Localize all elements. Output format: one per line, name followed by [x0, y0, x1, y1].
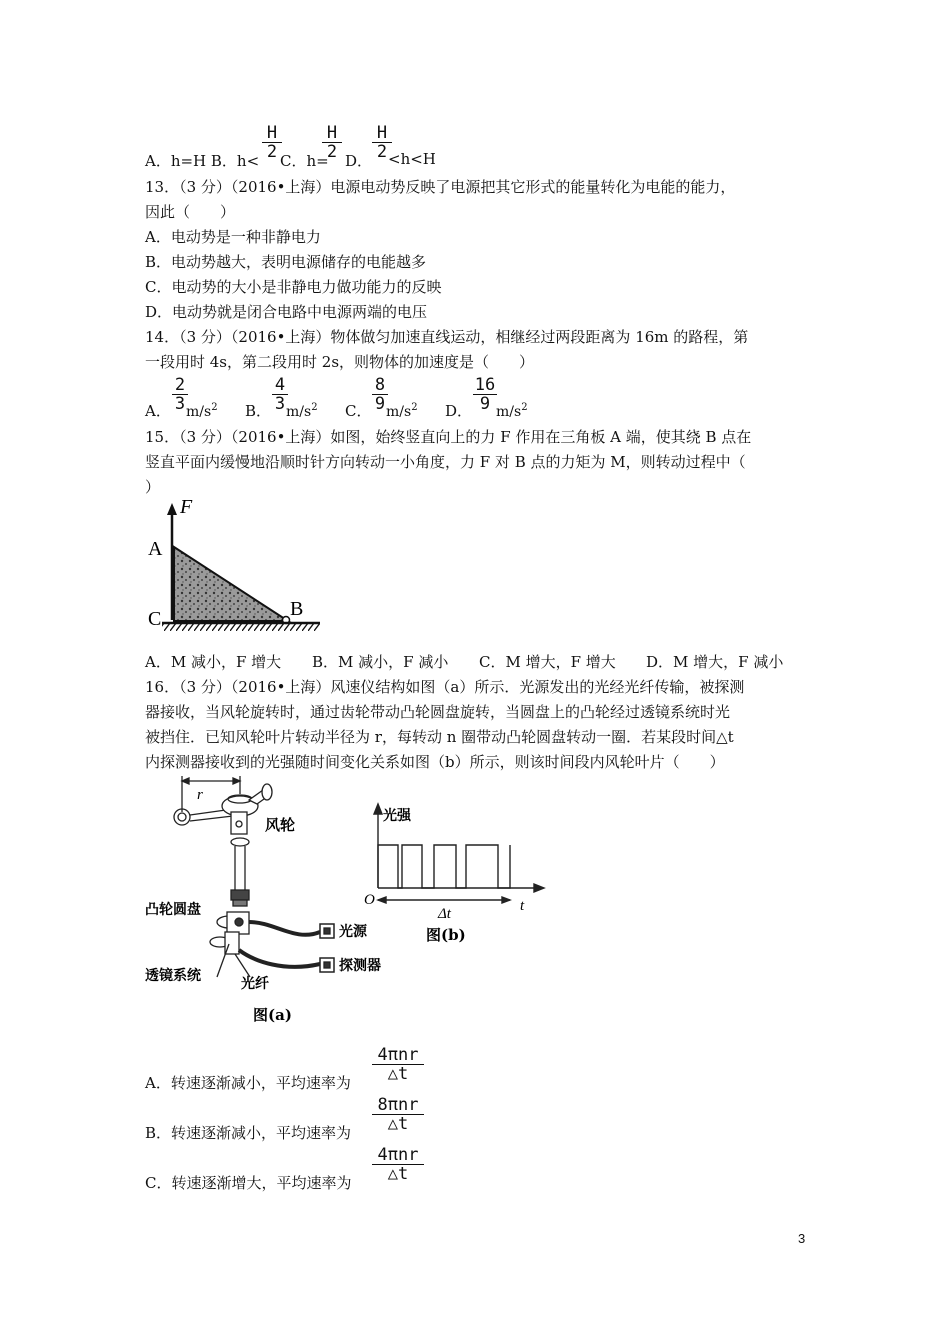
q12-option-d-tail: <h<H [388, 150, 436, 168]
ground-hatch [162, 624, 320, 631]
fig-a-caption: 图(a) [253, 1006, 292, 1024]
q16-stem-line4: 内探测器接收到的光强随时间变化关系如图（b）所示，则该时间段内风轮叶片（ ） [145, 753, 725, 771]
q12-fraction-d: H 2 [372, 124, 392, 161]
q13-option-d: D．电动势就是闭合电路中电源两端的电压 [145, 303, 428, 321]
q12-fraction-b: H 2 [262, 124, 282, 161]
triangle-plate [174, 547, 288, 621]
q12-option-c: C．h= [280, 152, 329, 170]
q14-option-a-label: A． [145, 402, 171, 420]
q15-option-a: A．M 减小，F 增大 [145, 653, 282, 671]
fig-b-caption: 图(b) [426, 926, 466, 944]
fig-a-label-cam-disc: 凸轮圆盘 [145, 902, 201, 918]
q12-option-d: D． [345, 152, 373, 170]
q14-option-c-fraction: 8 9 [372, 376, 388, 413]
q13-option-b: B．电动势越大，表明电源储存的电能越多 [145, 253, 427, 271]
q14-option-c-label: C． [345, 402, 372, 420]
q12-fraction-c: H 2 [322, 124, 342, 161]
q15-option-d: D．M 增大，F 减小 [646, 653, 784, 671]
q13-option-a: A．电动势是一种非静电力 [145, 228, 321, 246]
label-b: B [290, 598, 304, 620]
q15-stem-line3: ） [145, 478, 161, 496]
q16-stem-line3: 被挡住．已知风轮叶片转动半径为 r，每转动 n 圈带动凸轮圆盘转动一圈．若某段时间△t [145, 728, 734, 746]
q16-stem-line1: 16．（3 分）（2016•上海）风速仪结构如图（a）所示．光源发出的光经光纤传输，被探测 [145, 678, 745, 696]
q15-stem-line1: 15．（3 分）（2016•上海）如图，始终竖直向上的力 F 作用在三角板 A 端，使其绕 B 点在 [145, 428, 752, 446]
q16-option-c: C．转速逐渐增大，平均速率为 [145, 1174, 352, 1192]
q12-option-ab: A．h=H B．h< [145, 152, 260, 170]
q14-stem-line2: 一段用时 4s，第二段用时 2s，则物体的加速度是（ ） [145, 353, 535, 371]
q16-stem-line2: 器接收，当风轮旋转时，通过齿轮带动凸轮圆盘旋转，当圆盘上的凸轮经过透镜系统时光 [145, 703, 731, 721]
fig-b-ylabel: 光强 [383, 808, 411, 824]
fig-b-xlabel: t [520, 898, 525, 914]
force-arrow-head [167, 503, 177, 515]
q14-stem-line1: 14．（3 分）（2016•上海）物体做匀加速直线运动，相继经过两段距离为 16m 的路程，第 [145, 328, 749, 346]
q15-stem-line2: 竖直平面内缓慢地沿顺时针方向转动一小角度，力 F 对 B 点的力矩为 M，则转动过程中（ [145, 453, 746, 471]
label-a: A [148, 538, 163, 560]
q16-figure-a [145, 772, 385, 1032]
page-number: 3 [798, 1231, 806, 1246]
q13-stem-line1: 13．（3 分）（2016•上海）电源电动势反映了电源把其它形式的能量转化为电能的能力， [145, 178, 736, 196]
q16-option-b-fraction: 8πnr △t [372, 1096, 424, 1133]
q16-option-c-fraction: 4πnr △t [372, 1146, 424, 1183]
fig-b-origin: O [364, 892, 375, 908]
q13-stem-line2: 因此（ ） [145, 203, 236, 221]
fig-a-label-detector: 探测器 [339, 958, 381, 974]
q14-option-b-label: B． [245, 402, 272, 420]
q14-option-d-unit: $m/s^2$ [496, 402, 528, 420]
q16-option-a-fraction: 4πnr △t [372, 1046, 424, 1083]
q14-option-c-unit: $m/s^2$ [386, 402, 418, 420]
q16-option-a: A．转速逐渐减小，平均速率为 [145, 1074, 351, 1092]
fig-a-label-lens-system: 透镜系统 [145, 968, 201, 984]
q16-option-b: B．转速逐渐减小，平均速率为 [145, 1124, 352, 1142]
q14-option-b-fraction: 4 3 [272, 376, 288, 413]
fig-a-label-fiber: 光纤 [241, 976, 269, 992]
q14-option-a-fraction: 2 3 [172, 376, 188, 413]
label-c: C [148, 608, 162, 630]
q14-option-d-label: D． [445, 402, 473, 420]
fig-b-delta-t: Δt [438, 906, 451, 922]
fig-a-label-wind-wheel: 风轮 [265, 816, 296, 834]
q15-option-c: C．M 增大，F 增大 [479, 653, 616, 671]
q16-figure-b [358, 800, 548, 950]
q13-option-c: C．电动势的大小是非静电力做功能力的反映 [145, 278, 442, 296]
q14-option-a-unit: $m/s^2$ [186, 402, 218, 420]
label-f: F [180, 496, 193, 518]
fig-a-label-light-source: 光源 [339, 924, 367, 940]
fig-a-label-r: r [197, 787, 203, 803]
q15-option-b: B．M 减小，F 减小 [312, 653, 449, 671]
q15-triangle-figure [140, 495, 325, 645]
q14-option-d-fraction: 16 9 [474, 375, 496, 414]
q14-option-b-unit: $m/s^2$ [286, 402, 318, 420]
